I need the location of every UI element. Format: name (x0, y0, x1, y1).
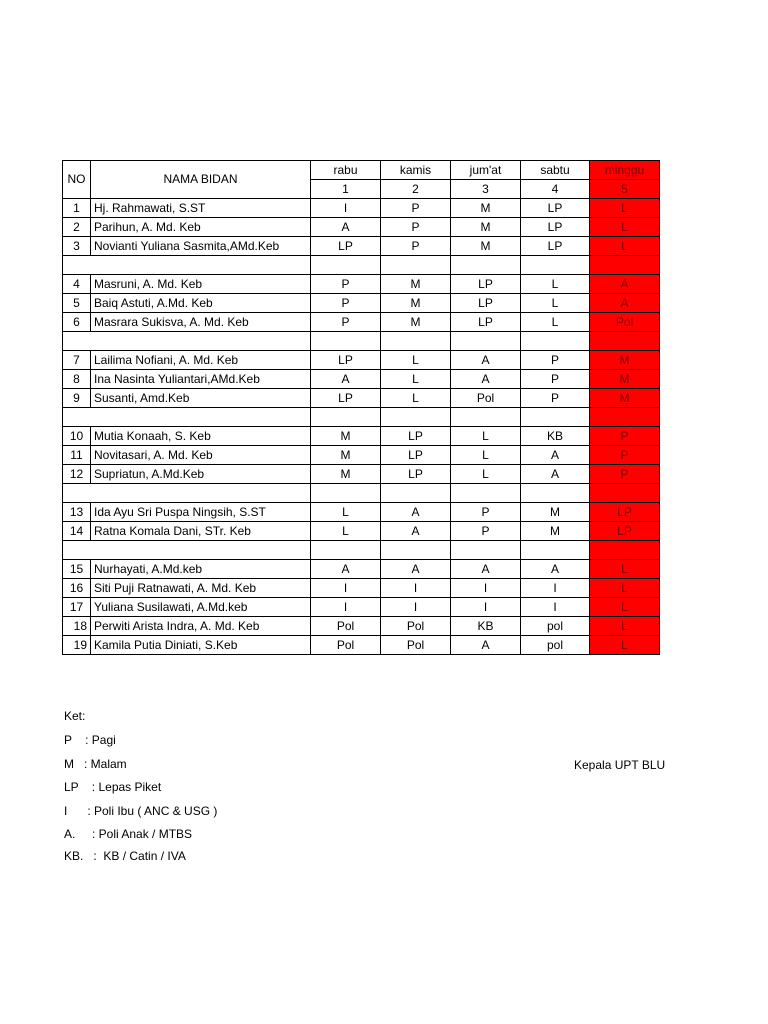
shift-cell-minggu: L (590, 199, 660, 218)
header-date: 1 (311, 180, 381, 199)
empty-cell (63, 408, 91, 427)
shift-cell: LP (451, 275, 521, 294)
shift-cell-minggu: M (590, 351, 660, 370)
shift-cell: LP (311, 237, 381, 256)
shift-cell: I (311, 579, 381, 598)
shift-cell: A (311, 370, 381, 389)
shift-cell: Pol (451, 389, 521, 408)
row-number: 9 (63, 389, 91, 408)
shift-cell: I (521, 579, 590, 598)
row-number: 16 (63, 579, 91, 598)
midwife-name: Kamila Putia Diniati, S.Keb (91, 636, 311, 655)
shift-cell: M (381, 313, 451, 332)
shift-cell: L (311, 503, 381, 522)
shift-cell: P (451, 522, 521, 541)
shift-cell: L (311, 522, 381, 541)
table-row (63, 370, 660, 389)
legend-item: KB. : KB / Catin / IVA (64, 849, 186, 863)
shift-cell: M (381, 294, 451, 313)
shift-cell: L (451, 465, 521, 484)
shift-cell: A (311, 218, 381, 237)
empty-cell (590, 332, 660, 351)
midwife-name: Novianti Yuliana Sasmita,AMd.Keb (91, 237, 311, 256)
shift-cell: Pol (311, 636, 381, 655)
shift-cell: I (451, 579, 521, 598)
shift-cell-minggu: L (590, 636, 660, 655)
header-date: 2 (381, 180, 451, 199)
shift-cell-minggu: M (590, 370, 660, 389)
table-row (63, 560, 660, 579)
table-row (63, 275, 660, 294)
shift-cell: A (451, 351, 521, 370)
shift-cell-minggu: A (590, 275, 660, 294)
empty-cell (91, 256, 311, 275)
shift-cell: LP (451, 313, 521, 332)
shift-cell-minggu: Pol (590, 313, 660, 332)
shift-cell: P (311, 275, 381, 294)
table-row (63, 617, 660, 636)
midwife-name: Yuliana Susilawati, A.Md.keb (91, 598, 311, 617)
shift-cell: M (311, 465, 381, 484)
row-number: 11 (63, 446, 91, 465)
midwife-name: Masrara Sukisva, A. Md. Keb (91, 313, 311, 332)
empty-cell (311, 541, 381, 560)
table-row (63, 579, 660, 598)
shift-cell: P (381, 218, 451, 237)
empty-cell (381, 484, 451, 503)
midwife-name: Supriatun, A.Md.Keb (91, 465, 311, 484)
shift-cell: L (521, 275, 590, 294)
empty-cell (590, 256, 660, 275)
shift-cell: pol (521, 617, 590, 636)
empty-cell (381, 256, 451, 275)
header-day: rabu (311, 161, 381, 180)
empty-cell (381, 408, 451, 427)
shift-cell-minggu: L (590, 579, 660, 598)
shift-cell: LP (451, 294, 521, 313)
table-row (63, 237, 660, 256)
shift-cell: A (521, 465, 590, 484)
shift-cell: P (521, 389, 590, 408)
midwife-name: Masruni, A. Md. Keb (91, 275, 311, 294)
row-number: 2 (63, 218, 91, 237)
shift-cell: I (521, 598, 590, 617)
shift-cell: I (451, 598, 521, 617)
signature-label: Kepala UPT BLU (574, 758, 666, 772)
shift-cell: P (521, 370, 590, 389)
shift-cell-minggu: LP (590, 503, 660, 522)
spacer-row (63, 484, 660, 503)
shift-cell: M (451, 199, 521, 218)
shift-cell: P (381, 199, 451, 218)
midwife-name: Lailima Nofiani, A. Md. Keb (91, 351, 311, 370)
shift-cell-minggu: P (590, 465, 660, 484)
shift-cell: I (311, 598, 381, 617)
empty-cell (590, 484, 660, 503)
empty-cell (311, 408, 381, 427)
empty-cell (521, 484, 590, 503)
empty-cell (311, 332, 381, 351)
header-day: jum'at (451, 161, 521, 180)
shift-cell-minggu: L (590, 598, 660, 617)
row-number: 4 (63, 275, 91, 294)
shift-cell: LP (521, 199, 590, 218)
table-row (63, 294, 660, 313)
shift-cell-minggu: M (590, 389, 660, 408)
shift-cell: Pol (381, 617, 451, 636)
shift-cell-minggu: A (590, 294, 660, 313)
header-date: 3 (451, 180, 521, 199)
empty-cell (521, 256, 590, 275)
legend-item: LP : Lepas Piket (64, 780, 162, 794)
table-row (63, 218, 660, 237)
empty-cell (63, 484, 91, 503)
shift-cell: A (521, 560, 590, 579)
midwife-name: Novitasari, A. Md. Keb (91, 446, 311, 465)
empty-cell (521, 408, 590, 427)
midwife-name: Hj. Rahmawati, S.ST (91, 199, 311, 218)
empty-cell (63, 256, 91, 275)
midwife-name: Nurhayati, A.Md.keb (91, 560, 311, 579)
row-number: 1 (63, 199, 91, 218)
row-number: 17 (63, 598, 91, 617)
shift-cell: A (451, 560, 521, 579)
shift-cell: P (311, 294, 381, 313)
shift-cell: L (521, 313, 590, 332)
legend-item: M : Malam (64, 757, 127, 771)
shift-cell-minggu: L (590, 237, 660, 256)
row-number: 7 (63, 351, 91, 370)
midwife-name: Siti Puji Ratnawati, A. Md. Keb (91, 579, 311, 598)
table-row (63, 446, 660, 465)
shift-cell-minggu: P (590, 446, 660, 465)
shift-cell: A (381, 560, 451, 579)
header-date-minggu: 5 (590, 180, 660, 199)
header-day-minggu: minggu (590, 161, 660, 180)
table-row (63, 465, 660, 484)
shift-cell: pol (521, 636, 590, 655)
midwife-name: Ratna Komala Dani, STr. Keb (91, 522, 311, 541)
row-number: 3 (63, 237, 91, 256)
shift-cell: LP (521, 237, 590, 256)
shift-cell: LP (381, 465, 451, 484)
shift-cell: I (381, 579, 451, 598)
empty-cell (311, 256, 381, 275)
shift-cell: P (381, 237, 451, 256)
shift-cell: L (381, 351, 451, 370)
empty-cell (451, 484, 521, 503)
shift-cell-minggu: LP (590, 522, 660, 541)
empty-cell (311, 484, 381, 503)
shift-cell: M (381, 275, 451, 294)
shift-cell: Pol (381, 636, 451, 655)
row-number: 19 (63, 636, 91, 655)
empty-cell (91, 541, 311, 560)
row-number: 8 (63, 370, 91, 389)
row-number: 14 (63, 522, 91, 541)
legend-item: I : Poli Ibu ( ANC & USG ) (64, 804, 218, 818)
shift-cell: A (311, 560, 381, 579)
shift-cell: M (451, 218, 521, 237)
empty-cell (63, 541, 91, 560)
shift-cell: P (311, 313, 381, 332)
table-row (63, 503, 660, 522)
row-number: 5 (63, 294, 91, 313)
empty-cell (91, 484, 311, 503)
shift-cell: M (521, 503, 590, 522)
shift-cell: L (381, 389, 451, 408)
shift-cell: I (311, 199, 381, 218)
empty-cell (521, 541, 590, 560)
empty-cell (590, 541, 660, 560)
legend-title: Ket: (64, 709, 86, 723)
midwife-name: Perwiti Arista Indra, A. Md. Keb (91, 617, 311, 636)
row-number: 18 (63, 617, 91, 636)
empty-cell (451, 332, 521, 351)
shift-cell: A (381, 503, 451, 522)
shift-cell: A (381, 522, 451, 541)
midwife-name: Baiq Astuti, A.Md. Keb (91, 294, 311, 313)
spacer-row (63, 408, 660, 427)
shift-cell: KB (451, 617, 521, 636)
shift-cell: LP (381, 427, 451, 446)
shift-cell: L (521, 294, 590, 313)
spacer-row (63, 256, 660, 275)
legend-item: P : Pagi (64, 733, 116, 747)
empty-cell (451, 408, 521, 427)
shift-cell: A (451, 370, 521, 389)
table-row (63, 199, 660, 218)
table-row (63, 598, 660, 617)
shift-cell-minggu: L (590, 617, 660, 636)
shift-cell: I (381, 598, 451, 617)
header-date: 4 (521, 180, 590, 199)
empty-cell (451, 256, 521, 275)
shift-cell-minggu: L (590, 218, 660, 237)
table-row (63, 313, 660, 332)
spacer-row (63, 541, 660, 560)
shift-cell: L (451, 446, 521, 465)
shift-cell: LP (311, 351, 381, 370)
empty-cell (91, 408, 311, 427)
row-number: 6 (63, 313, 91, 332)
header-row (63, 161, 660, 180)
empty-cell (590, 408, 660, 427)
legend-item: A. : Poli Anak / MTBS (64, 827, 193, 841)
shift-cell-minggu: P (590, 427, 660, 446)
empty-cell (521, 332, 590, 351)
row-number: 10 (63, 427, 91, 446)
shift-cell: P (451, 503, 521, 522)
empty-cell (63, 332, 91, 351)
shift-cell: Pol (311, 617, 381, 636)
midwife-name: Ida Ayu Sri Puspa Ningsih, S.ST (91, 503, 311, 522)
empty-cell (381, 332, 451, 351)
shift-cell: P (521, 351, 590, 370)
shift-cell-minggu: L (590, 560, 660, 579)
midwife-name: Ina Nasinta Yuliantari,AMd.Keb (91, 370, 311, 389)
spacer-row (63, 332, 660, 351)
shift-cell: KB (521, 427, 590, 446)
shift-cell: LP (311, 389, 381, 408)
row-number: 15 (63, 560, 91, 579)
header-day: kamis (381, 161, 451, 180)
table-row (63, 351, 660, 370)
shift-cell: A (451, 636, 521, 655)
empty-cell (91, 332, 311, 351)
table-row (63, 636, 660, 655)
row-number: 13 (63, 503, 91, 522)
midwife-name: Susanti, Amd.Keb (91, 389, 311, 408)
shift-cell: M (311, 427, 381, 446)
header-nama: NAMA BIDAN (91, 161, 311, 199)
midwife-name: Parihun, A. Md. Keb (91, 218, 311, 237)
empty-cell (381, 541, 451, 560)
table-row (63, 522, 660, 541)
shift-schedule-table (62, 160, 660, 655)
shift-cell: L (451, 427, 521, 446)
shift-cell: M (521, 522, 590, 541)
shift-cell: L (381, 370, 451, 389)
shift-cell: M (451, 237, 521, 256)
header-day: sabtu (521, 161, 590, 180)
row-number: 12 (63, 465, 91, 484)
table-row (63, 389, 660, 408)
shift-cell: A (521, 446, 590, 465)
header-no: NO (63, 161, 91, 199)
table-row (63, 427, 660, 446)
shift-cell: LP (381, 446, 451, 465)
empty-cell (451, 541, 521, 560)
shift-cell: LP (521, 218, 590, 237)
midwife-name: Mutia Konaah, S. Keb (91, 427, 311, 446)
shift-cell: M (311, 446, 381, 465)
